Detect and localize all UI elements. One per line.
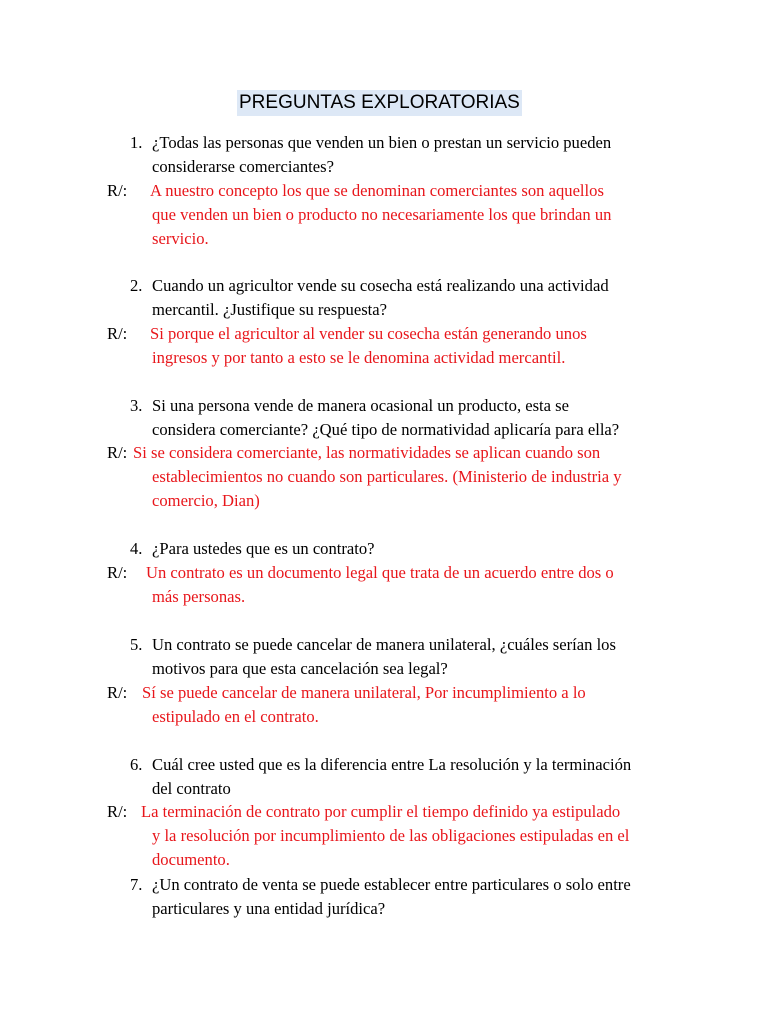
answer-label: R/: (107, 324, 128, 343)
answer-line: La terminación de contrato por cumplir el tiempo definido ya estipulado (141, 802, 621, 821)
question-number: 3. (130, 396, 143, 415)
answer-label: R/: (107, 443, 128, 462)
answer-line: más personas. (152, 587, 246, 606)
question-line: del contrato (152, 779, 231, 798)
answer-label: R/: (107, 802, 128, 821)
question-line: particulares y una entidad jurídica? (152, 899, 386, 918)
answer-line: ingresos y por tanto a esto se le denomina actividad mercantil. (152, 348, 566, 367)
question-line: ¿Para ustedes que es un contrato? (152, 539, 375, 558)
question-number: 2. (130, 276, 143, 295)
answer-line: Un contrato es un documento legal que trata de un acuerdo entre dos o (146, 563, 614, 582)
question-line: ¿Todas las personas que venden un bien o prestan un servicio pueden (152, 133, 612, 152)
question-line: Cuando un agricultor vende su cosecha está realizando una actividad (152, 276, 609, 295)
answer-line: Si porque el agricultor al vender su cosecha están generando unos (150, 324, 587, 343)
question-number: 1. (130, 133, 143, 152)
answer-label: R/: (107, 683, 128, 702)
question-line: Cuál cree usted que es la diferencia entre La resolución y la terminación (152, 755, 632, 774)
answer-label: R/: (107, 181, 128, 200)
question-line: mercantil. ¿Justifique su respuesta? (152, 300, 388, 319)
answer-line: Sí se puede cancelar de manera unilateral, Por incumplimiento a lo (142, 683, 586, 702)
answer-line: comercio, Dian) (152, 491, 260, 510)
question-number: 6. (130, 755, 143, 774)
answer-line: y la resolución por incumplimiento de las obligaciones estipuladas en el (152, 826, 630, 845)
answer-line: documento. (152, 850, 230, 869)
answer-line: que venden un bien o producto no necesariamente los que brindan un (152, 205, 612, 224)
page-title: PREGUNTAS EXPLORATORIAS (237, 90, 522, 116)
question-line: Si una persona vende de manera ocasional un producto, esta se (152, 396, 570, 415)
question-line: considerarse comerciantes? (152, 157, 334, 176)
question-number: 7. (130, 875, 143, 894)
question-line: considera comerciante? ¿Qué tipo de normatividad aplicaría para ella? (152, 420, 620, 439)
question-number: 4. (130, 539, 143, 558)
answer-line: estipulado en el contrato. (152, 707, 319, 726)
question-line: Un contrato se puede cancelar de manera unilateral, ¿cuáles serían los (152, 635, 616, 654)
answer-label: R/: (107, 563, 128, 582)
answer-line: servicio. (152, 229, 209, 248)
answer-line: establecimientos no cuando son particulares. (Ministerio de industria y (152, 467, 622, 486)
answer-line: A nuestro concepto los que se denominan comerciantes son aquellos (150, 181, 604, 200)
answer-line: Si se considera comerciante, las normatividades se aplican cuando son (133, 443, 601, 462)
question-number: 5. (130, 635, 143, 654)
question-line: motivos para que esta cancelación sea legal? (152, 659, 448, 678)
question-line: ¿Un contrato de venta se puede establecer entre particulares o solo entre (152, 875, 631, 894)
